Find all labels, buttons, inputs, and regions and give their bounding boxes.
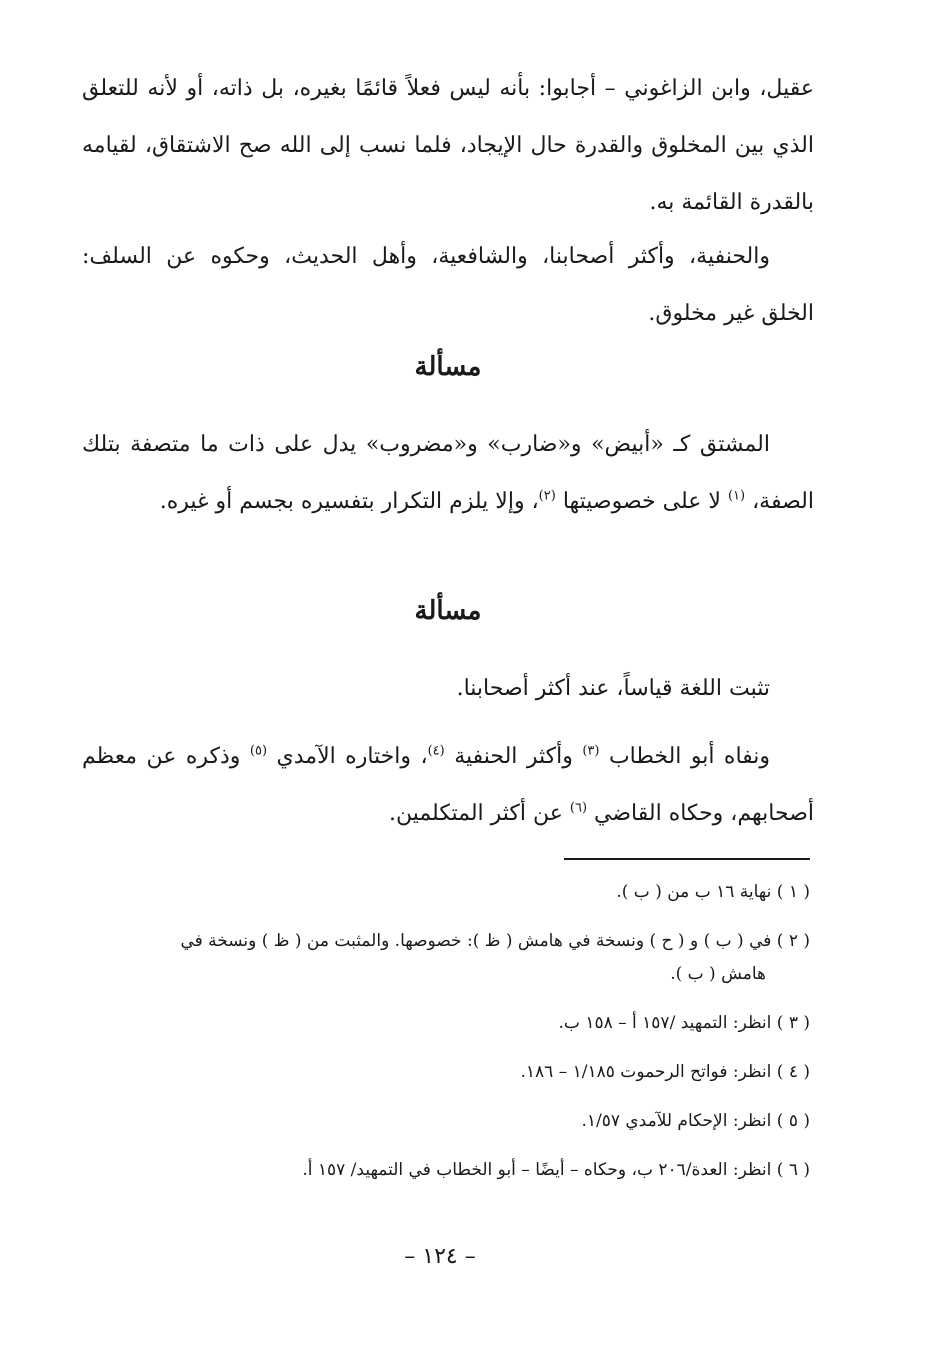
paragraph-4-text: تثبت اللغة قياساً، عند أكثر أصحابنا.: [456, 676, 770, 701]
footnote-6: ( ٦ ) انظر: العدة/٢٠٦ ب، وحكاه – أيضًا – أبو الخطاب في التمهيد/ ١٥٧ أ.: [302, 1160, 810, 1180]
footnote-2-text-a: ( ٢ ) في ( ب ) و ( ح ) ونسخة في هامش ( ظ ): خصوصها. والمثبت من ( ظ ) ونسخة في: [180, 931, 810, 951]
footnote-2: [82, 925, 810, 991]
paragraph-4: [82, 660, 814, 717]
footnote-2-text-b: هامش ( ب ).: [670, 964, 766, 984]
footnote-marker-3[interactable]: (٣): [582, 743, 600, 759]
section-heading-1: مسألة: [414, 352, 482, 382]
footnote-marker-4[interactable]: (٤): [427, 743, 445, 759]
footnote-divider: [564, 858, 810, 860]
footnote-1: ( ١ ) نهاية ١٦ ب من ( ب ).: [616, 882, 810, 902]
paragraph-3-text-b: لا على خصوصيتها: [562, 489, 721, 514]
paragraph-1-text: عقيل، وابن الزاغوني – أجابوا: بأنه ليس فعلاً قائمًا بغيره، بل ذاته، أو لأنه للتعلق الذي بين المخلوق والقدرة حال الإيجاد، فلما نسب إلى الله صح الاشتقاق، لقيامه بالقدرة القائمة به.: [82, 76, 814, 215]
page-number: – ١٢٤ –: [404, 1244, 476, 1269]
footnote-marker-6[interactable]: (٦): [569, 800, 588, 816]
footnote-3: ( ٣ ) انظر: التمهيد /١٥٧ أ – ١٥٨ ب.: [558, 1013, 810, 1033]
section-heading-2: مسألة: [414, 596, 482, 626]
footnote-marker-2[interactable]: (٢): [538, 488, 556, 504]
footnote-marker-1[interactable]: (١): [727, 488, 746, 504]
paragraph-5-text-c: ، واختاره الآمدي: [276, 744, 428, 769]
footnote-5: ( ٥ ) انظر: الإحكام للآمدي ١/٥٧.: [581, 1111, 810, 1131]
paragraph-2: [82, 228, 814, 342]
footnotes-list: [82, 876, 810, 1203]
paragraph-3-text-a: المشتق كـ «أبيض» و«ضارب» و«مضروب» يدل على ذات ما متصفة بتلك الصفة،: [82, 432, 814, 514]
paragraph-3: [82, 416, 814, 530]
footnote-4: ( ٤ ) انظر: فواتح الرحموت ١/١٨٥ – ١٨٦.: [520, 1062, 810, 1082]
paragraph-2-text: والحنفية، وأكثر أصحابنا، والشافعية، وأهل الحديث، وحكوه عن السلف: الخلق غير مخلوق.: [82, 244, 814, 326]
paragraph-1: [82, 60, 814, 231]
paragraph-5-text-e: عن أكثر المتكلمين.: [388, 801, 563, 826]
paragraph-5: [82, 728, 814, 842]
paragraph-3-text-c: ، وإلا يلزم التكرار بتفسيره بجسم أو غيره.: [159, 489, 539, 514]
footnote-marker-5[interactable]: (٥): [249, 743, 268, 759]
paragraph-5-text-d: وذكره عن معظم أصحابهم، وحكاه القاضي: [82, 744, 814, 826]
paragraph-5-text-b: وأكثر الحنفية: [454, 744, 573, 769]
paragraph-5-text-a: ونفاه أبو الخطاب: [608, 744, 771, 769]
